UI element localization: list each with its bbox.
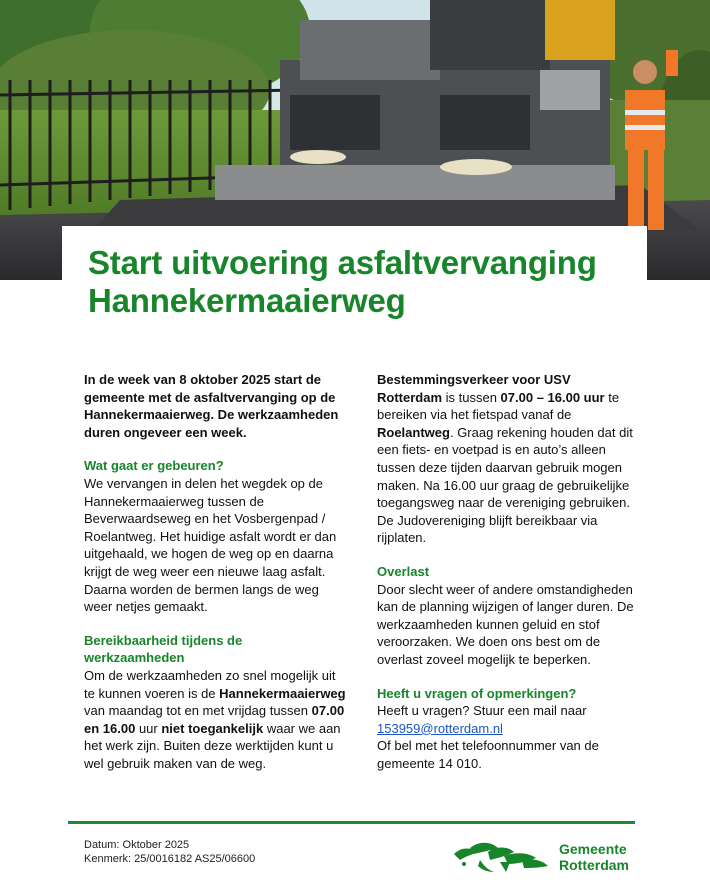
- email-link[interactable]: 153959@rotterdam.nl: [377, 720, 503, 736]
- footer-meta: [84, 838, 255, 866]
- heading-vragen: Heeft u vragen of opmerkingen?: [377, 685, 577, 701]
- overlast-body: Door slecht weer of andere omstandigheden kan de planning wijzigen of langer duren. De werkzaamheden kunnen geluid en stof veroorzaken. We doen ons best om de overlast zoveel mogelijk te beperken.: [377, 581, 634, 667]
- heading-overlast: Overlast: [377, 563, 430, 579]
- right-column: [377, 371, 639, 772]
- rotterdam-logo-icon: [452, 838, 550, 874]
- gemeente-rotterdam-logo: [452, 836, 642, 876]
- bestemming-body: Bestemmingsverkeer voor USV Rotterdam is tussen 07.00 – 16.00 uur te bereiken via het fietspad vanaf de Roelantweg. Graag rekening houden dat dit een fiets- en voetpad is en auto’s alleen tussen deze tijden daarvan gebruik mogen maken. Na 16.00 uur graag de gebruikelijke toegangsweg naar de vereniging gebruiken.: [377, 372, 633, 511]
- page-title: [88, 244, 648, 320]
- title-line-2: Hannekermaaierweg: [88, 282, 406, 319]
- footer-datum: Datum: Oktober 2025: [84, 839, 190, 851]
- left-column: [84, 371, 346, 772]
- heading-wat-gaat-er-gebeuren: Wat gaat er gebeuren?: [84, 458, 224, 474]
- logo-line-1: Gemeente: [559, 841, 627, 857]
- vragen-text-2: Of bel met het telefoonnummer van de gemeente 14 010.: [377, 738, 599, 771]
- logo-line-2: Rotterdam: [559, 857, 630, 873]
- bereik-body: Om de werkzaamheden zo snel mogelijk uit te kunnen voeren is de Hannekermaaierweg van maandag tot en met vrijdag tussen 07.00 en 16.00 uur niet toegankelijk waar we aan het werk zijn. Buiten deze werktijden kunt u wel gebruik maken van de weg.: [84, 667, 346, 771]
- judo-text: De Judovereniging blijft bereikbaar via rijplaten.: [377, 512, 598, 546]
- title-line-1: Start uitvoering asfaltvervanging: [88, 244, 597, 281]
- heading-bereikbaarheid: Bereikbaarheid tijdens de werkzaamheden: [84, 632, 243, 666]
- wat-body: We vervangen in delen het wegdek op de Hannekermaaierweg tussen de Beverwaardseweg en het Vosbergenpad / Roelantweg. Het huidige asfalt wordt er dan uitgehaald, we hogen de weg op en daarna krijgt de weg weer een nieuwe laag asfalt. Daarna worden de bermen langs de weg weer netjes gemaakt.: [84, 475, 337, 615]
- vragen-text-1: Heeft u vragen? Stuur een mail naar: [377, 703, 587, 719]
- logo-text: [559, 841, 629, 873]
- intro-text: In de week van 8 oktober 2025 start de gemeente met de asfaltvervanging op de Hannekermaaierweg. De werkzaamheden duren ongeveer een week.: [84, 372, 339, 440]
- footer-kenmerk: Kenmerk: 25/0016182 AS25/06600: [84, 853, 256, 865]
- footer-divider: [68, 821, 635, 824]
